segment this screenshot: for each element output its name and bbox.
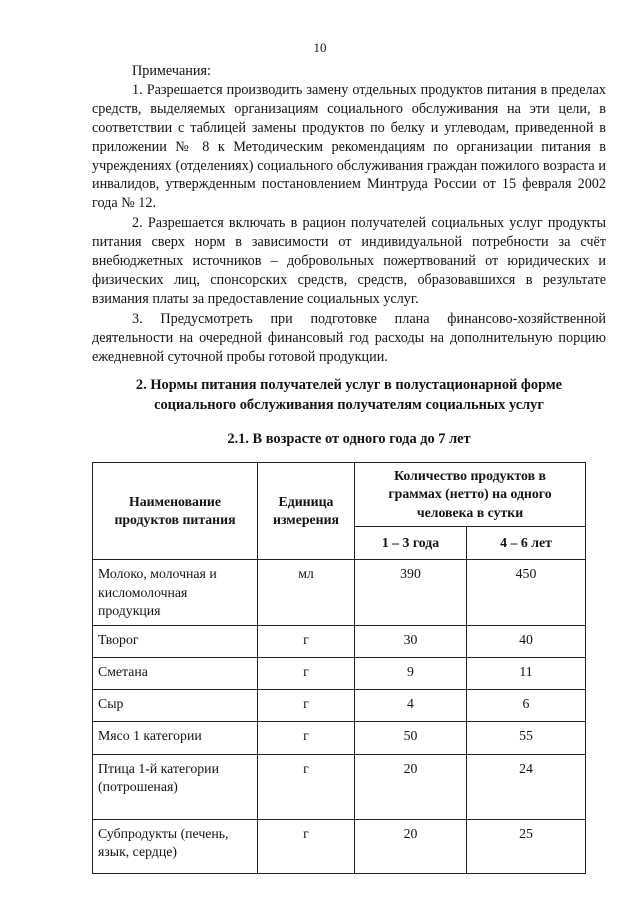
value-1-3-cell: 9 bbox=[355, 657, 467, 689]
section-heading-line-1: 2. Нормы питания получателей услуг в полустационарной форме bbox=[135, 377, 563, 393]
value-1-3-cell: 390 bbox=[355, 560, 467, 626]
table-row bbox=[93, 560, 586, 626]
unit-cell: г bbox=[258, 657, 355, 689]
unit-cell: г bbox=[258, 689, 355, 721]
value-4-6-cell: 450 bbox=[467, 560, 586, 626]
product-name-cell: Птица 1-й категории (потрошеная) bbox=[93, 754, 258, 819]
section-heading bbox=[92, 376, 606, 415]
product-name-cell: Мясо 1 категории bbox=[93, 721, 258, 754]
unit-cell: г bbox=[258, 721, 355, 754]
header-age-1-3: 1 – 3 года bbox=[355, 527, 467, 560]
value-4-6-cell: 25 bbox=[467, 819, 586, 873]
table-row bbox=[93, 689, 586, 721]
table-row bbox=[93, 721, 586, 754]
note-2: 2. Разрешается включать в рацион получателей социальных услуг продукты питания сверх норм в зависимости от индивидуальной потребности за счёт внебюджетных источников – добровольных пожертвований от юридических и физических лиц, спонсорских средств, средств, образовавшихся в результате взимания платы за предоставление социальных услуг. bbox=[92, 215, 606, 307]
value-1-3-cell: 30 bbox=[355, 625, 467, 657]
nutrition-norms-table bbox=[92, 462, 586, 874]
unit-cell: г bbox=[258, 754, 355, 819]
value-4-6-cell: 40 bbox=[467, 625, 586, 657]
unit-cell: мл bbox=[258, 560, 355, 626]
page-number: 10 bbox=[313, 40, 327, 55]
header-unit: Единица измерения bbox=[258, 463, 355, 560]
product-name-cell: Молоко, молочная и кисломолочная продукция bbox=[93, 560, 258, 626]
value-4-6-cell: 55 bbox=[467, 721, 586, 754]
value-4-6-cell: 24 bbox=[467, 754, 586, 819]
header-product-name: Наименование продуктов питания bbox=[93, 463, 258, 560]
value-1-3-cell: 4 bbox=[355, 689, 467, 721]
table-row bbox=[93, 657, 586, 689]
product-name-cell: Творог bbox=[93, 625, 258, 657]
unit-cell: г bbox=[258, 819, 355, 873]
notes-title: Примечания: bbox=[132, 63, 211, 79]
value-4-6-cell: 11 bbox=[467, 657, 586, 689]
product-name-cell: Сметана bbox=[93, 657, 258, 689]
header-quantity: Количество продуктов в граммах (нетто) на одного человека в сутки bbox=[355, 463, 586, 527]
product-name-cell: Сыр bbox=[93, 689, 258, 721]
note-1: 1. Разрешается производить замену отдельных продуктов питания в пределах средств, выделяемых организациям социального обслуживания на эти цели, в соответствии с таблицей замены продуктов по белку и углеводам, приведенной в приложении № 8 к Методическим рекомендациям по организации питания в учреждениях (отделениях) социального обслуживания граждан пожилого возраста и инвалидов, утвержденным постановлением Минтруда России от 15 февраля 2002 года № 12. bbox=[92, 81, 606, 212]
value-4-6-cell: 6 bbox=[467, 689, 586, 721]
section-heading-line-2: социального обслуживания получателям социальных услуг bbox=[154, 396, 544, 413]
unit-cell: г bbox=[258, 625, 355, 657]
note-3: 3. Предусмотреть при подготовке плана финансово-хозяйственной деятельности на очередной финансовый год расходы на дополнительную порцию ежедневной суточной пробы готовой продукции. bbox=[92, 310, 606, 365]
table-row bbox=[93, 754, 586, 819]
notes-block bbox=[92, 62, 606, 367]
header-age-4-6: 4 – 6 лет bbox=[467, 527, 586, 560]
value-1-3-cell: 20 bbox=[355, 754, 467, 819]
value-1-3-cell: 50 bbox=[355, 721, 467, 754]
table-row bbox=[93, 819, 586, 873]
subsection-heading: 2.1. В возрасте от одного года до 7 лет bbox=[227, 431, 471, 447]
table-row bbox=[93, 625, 586, 657]
value-1-3-cell: 20 bbox=[355, 819, 467, 873]
product-name-cell: Субпродукты (печень, язык, сердце) bbox=[93, 819, 258, 873]
